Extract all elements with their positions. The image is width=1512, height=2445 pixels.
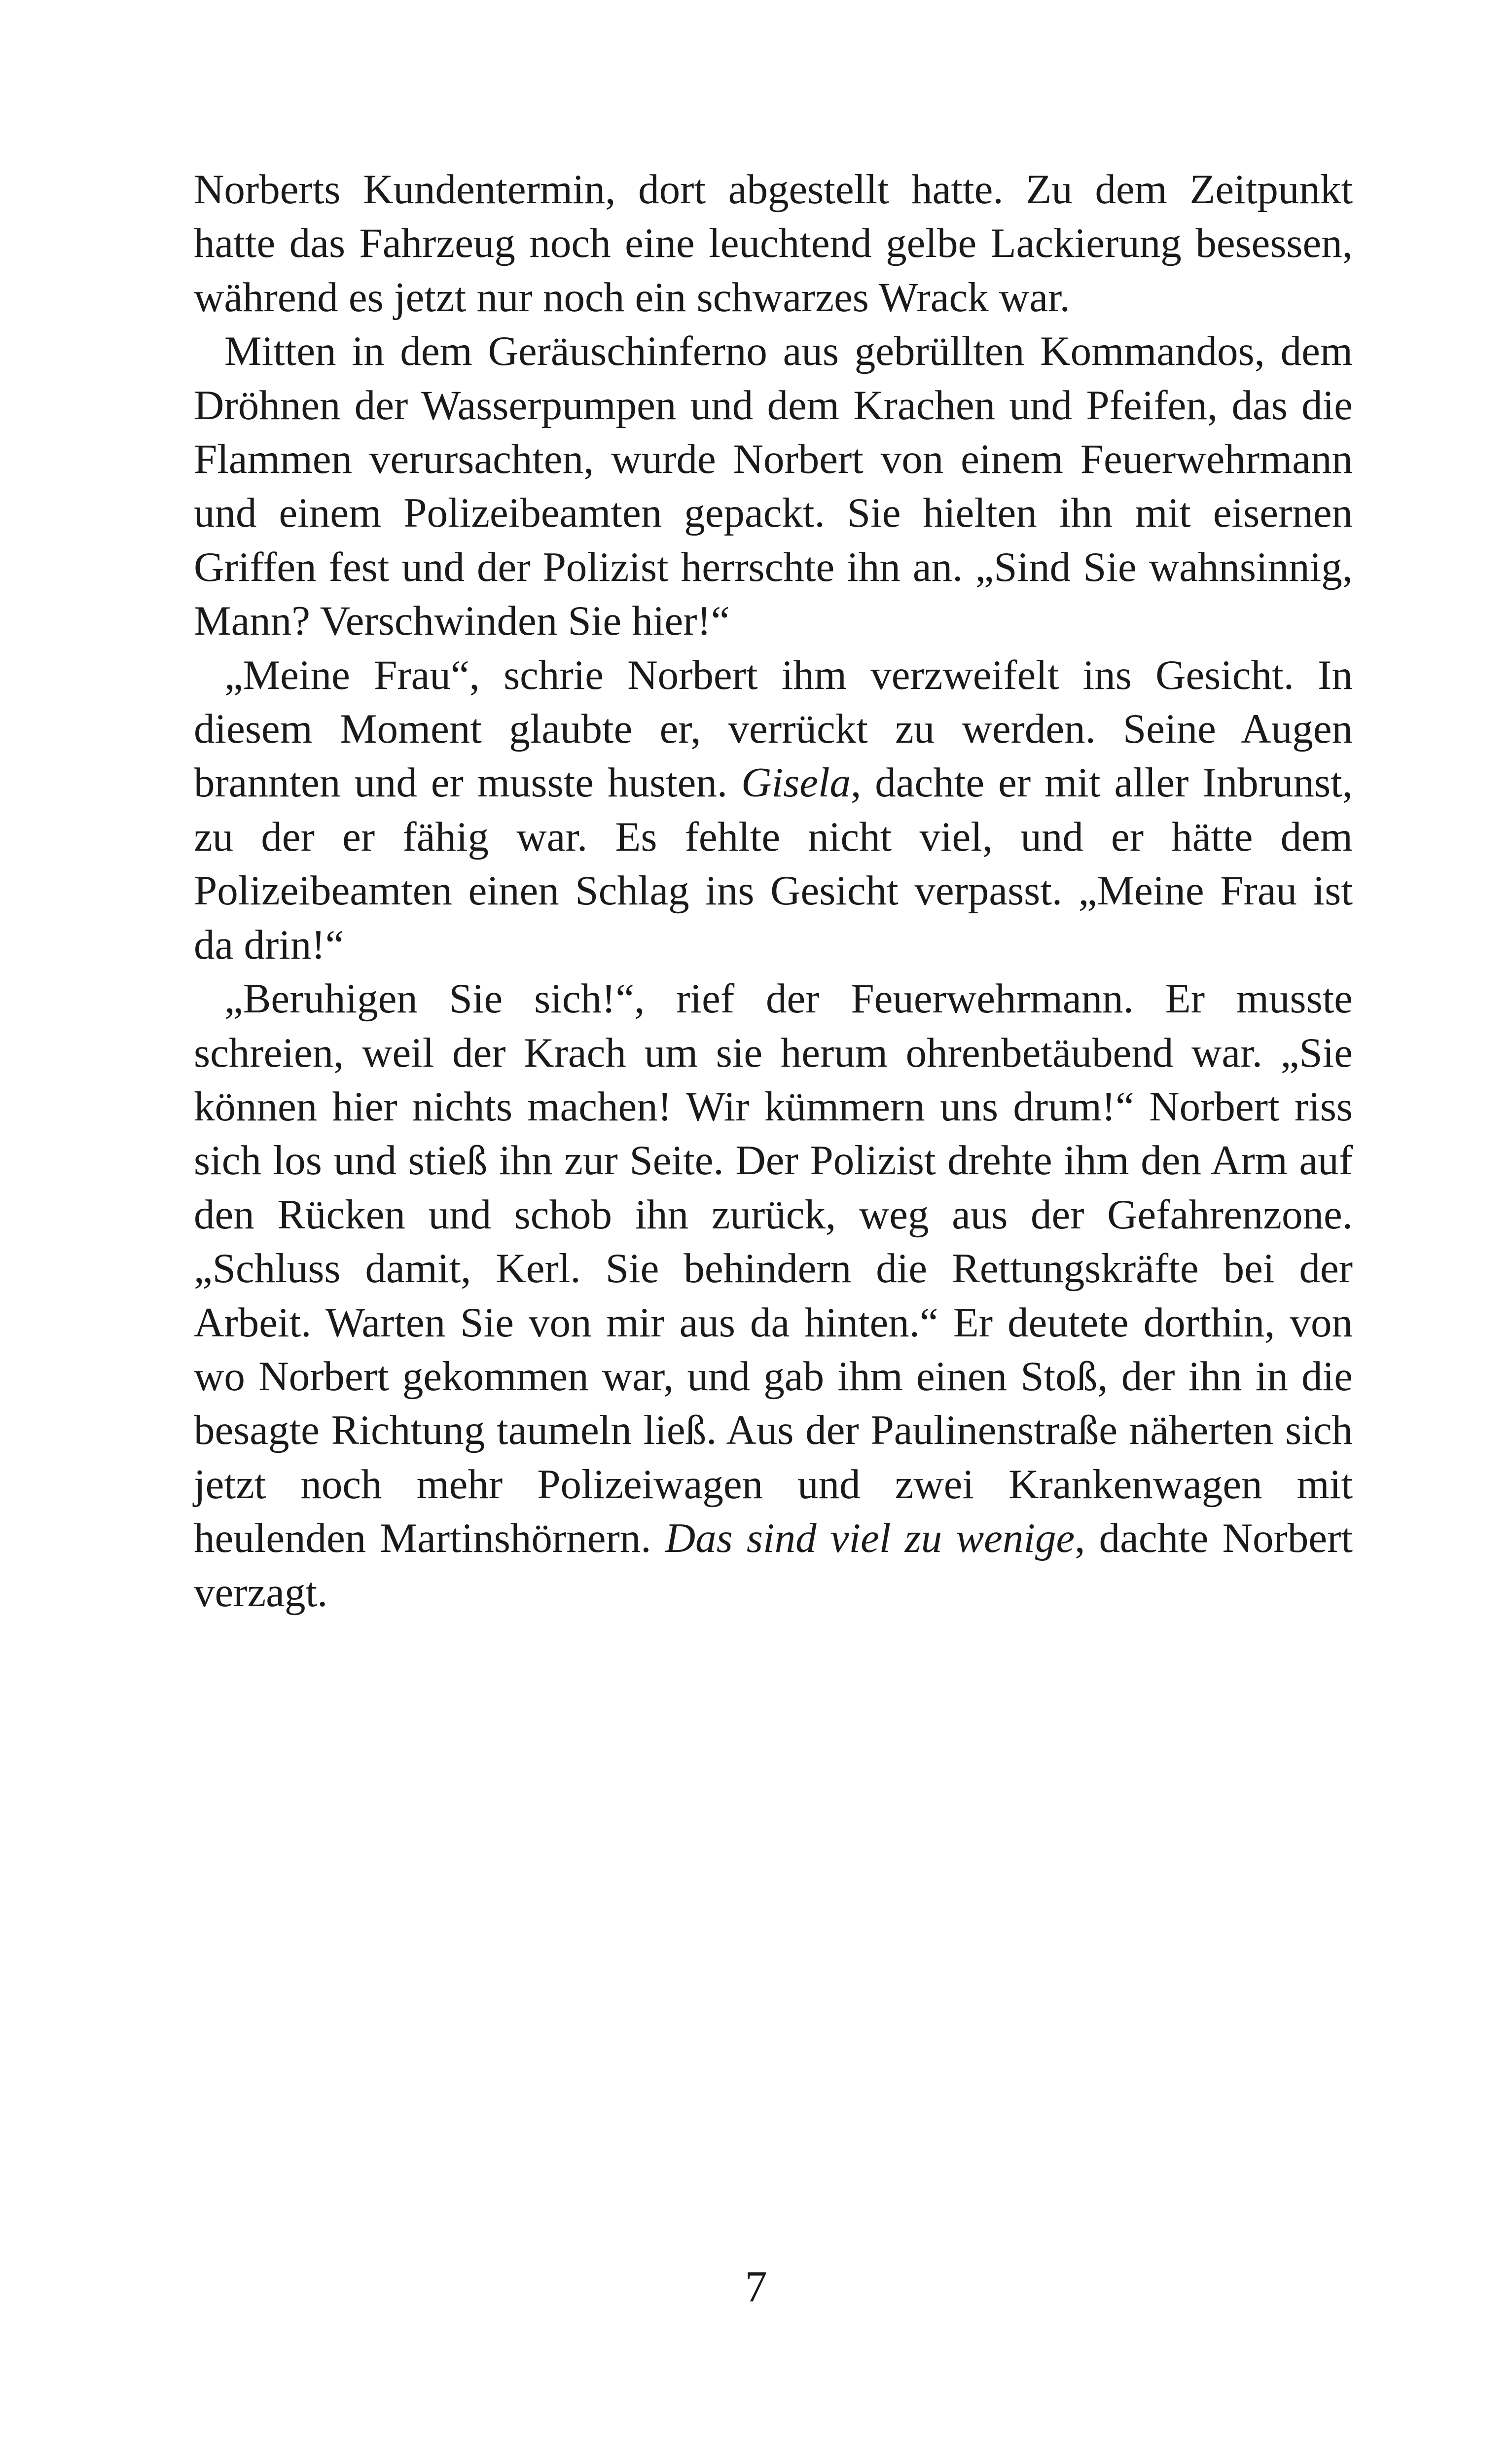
- paragraph-3: [194, 648, 1353, 972]
- text-segment: „Meine Frau“, schrie Norbert ihm verzweifelt ins Gesicht. In diesem Moment glaubte er, verrückt zu werden. Seine Augen brannten und er musste husten.: [194, 651, 1353, 806]
- text-segment: „Beruhigen Sie sich!“, rief der Feuerwehrmann. Er musste schreien, weil der Krach um sie herum ohrenbetäubend war. „Sie können hier nichts machen! Wir kümmern uns drum!“ Norbert riss sich los und stieß ihn zur Seite. Der Polizist drehte ihm den Arm auf den Rücken und schob ihn zurück, weg aus der Gefahrenzone. „Schluss damit, Kerl. Sie behindern die Rettungskräfte bei der Arbeit. Warten Sie von mir aus da hinten.“ Er deutete dorthin, von wo Norbert gekommen war, und gab ihm einen Stoß, der ihn in die besagte Richtung taumeln ließ. Aus der Paulinenstraße näherten sich jetzt noch mehr Polizeiwagen und zwei Krankenwagen mit heulenden Martinshörnern.: [194, 975, 1353, 1562]
- text-segment: , dachte er mit aller Inbrunst, zu der er fähig war. Es fehlte nicht viel, und er hätte dem Polizeibeamten einen Schlag ins Gesicht verpasst. „Meine Frau ist da drin!“: [194, 759, 1353, 968]
- paragraph-1: [194, 163, 1353, 324]
- paragraph-2: [194, 324, 1353, 648]
- italic-text-segment: Gisela: [741, 759, 851, 806]
- body-text: [194, 163, 1353, 1619]
- paragraph-4: [194, 972, 1353, 1619]
- text-segment: Mitten in dem Geräuschinferno aus gebrüllten Kommandos, dem Dröhnen der Wasserpumpen und dem Krachen und Pfeifen, das die Flammen verursachten, wurde Norbert von einem Feuerwehrmann und einem Polizeibeamten gepackt. Sie hielten ihn mit eisernen Griffen fest und der Polizist herrschte ihn an. „Sind Sie wahnsinnig, Mann? Verschwinden Sie hier!“: [194, 328, 1353, 645]
- text-segment: , dachte Norbert verzagt.: [194, 1515, 1353, 1616]
- page-number: 7: [745, 2263, 767, 2311]
- text-segment: Norberts Kundentermin, dort abgestellt hatte. Zu dem Zeitpunkt hatte das Fahrzeug noch eine leuchtend gelbe Lackierung besessen, während es jetzt nur noch ein schwarzes Wrack war.: [194, 166, 1353, 321]
- italic-text-segment: Das sind viel zu wenige: [665, 1515, 1075, 1562]
